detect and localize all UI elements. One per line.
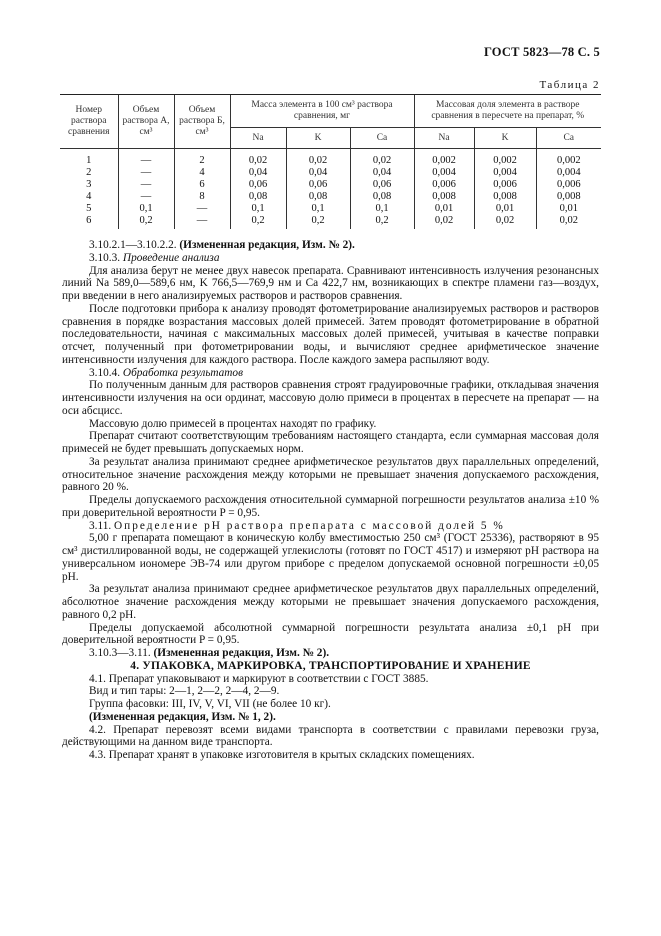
col-header-ca: Ca xyxy=(350,128,414,149)
reference-solutions-table xyxy=(60,94,601,229)
amendment-label: (Измененная редакция, Изм. № 2). xyxy=(179,239,355,251)
table-cell: 0,04 xyxy=(230,167,286,179)
subsection-title: Обработка результатов xyxy=(122,366,243,379)
table-cell: 0,01 xyxy=(414,203,474,215)
table-cell: — xyxy=(118,179,174,191)
paragraph: Пределы допускаемой абсолютной суммарной погрешности результата анализа ±0,1 pH при доверительной вероятности P = 0,95. xyxy=(62,621,599,647)
table-row xyxy=(60,191,601,203)
col-header-k: K xyxy=(474,128,536,149)
subsection-heading xyxy=(62,252,599,265)
table-cell: 0,008 xyxy=(474,191,536,203)
table-row xyxy=(60,215,601,229)
table-cell: 0,004 xyxy=(474,167,536,179)
paragraph: Группа фасовки: III, IV, V, VI, VII (не более 10 кг). xyxy=(89,698,331,710)
amendment-note xyxy=(62,239,599,252)
table-cell: 0,008 xyxy=(414,191,474,203)
col-header-na: Na xyxy=(414,128,474,149)
table-cell: 2 xyxy=(86,167,92,179)
amendment-note xyxy=(62,647,599,660)
table-cell: 6 xyxy=(174,179,230,191)
paragraph: За результат анализа принимают среднее арифметическое результатов двух параллельных определений, абсолютное значение расхождения между которыми не превышает значения допускаемого расхождения, равного 0,2 pH. xyxy=(62,583,599,621)
table-cell: 0,08 xyxy=(286,191,350,203)
section-heading: 4. УПАКОВКА, МАРКИРОВКА, ТРАНСПОРТИРОВАНИЕ И ХРАНЕНИЕ xyxy=(130,659,531,672)
table-cell: 0,2 xyxy=(230,215,286,229)
table-cell: 0,01 xyxy=(474,203,536,215)
table-cell: 0,002 xyxy=(414,149,474,168)
table-cell: 2 xyxy=(174,149,230,168)
col-header-number: Номер раствора сравнения xyxy=(60,95,118,149)
paragraph: По полученным данным для растворов сравнения строят градуировочные графики, откладывая значения интенсивности излучения на оси ординат, массовую долю примеси в процентах в пересчете на препарат — на оси абсцисс. xyxy=(62,379,599,417)
table-cell: 0,04 xyxy=(286,167,350,179)
table-row xyxy=(60,149,601,168)
col-header-k: K xyxy=(286,128,350,149)
amendment-note: (Измененная редакция, Изм. № 1, 2). xyxy=(89,710,276,723)
table-cell: 0,006 xyxy=(474,179,536,191)
col-header-na: Na xyxy=(230,128,286,149)
table-row xyxy=(60,203,601,215)
table-cell: 4 xyxy=(174,167,230,179)
table-cell: 0,2 xyxy=(286,215,350,229)
subsection-heading xyxy=(62,367,599,380)
col-header-vol-a: Объем раствора А, см³ xyxy=(118,95,174,149)
col-group-mass: Масса элемента в 100 см³ раствора сравнения, мг xyxy=(230,95,414,128)
table-cell: — xyxy=(174,203,230,215)
table-cell: 5 xyxy=(86,203,92,215)
table-cell: 0,04 xyxy=(350,167,414,179)
table-cell: 8 xyxy=(174,191,230,203)
table-cell: 0,1 xyxy=(350,203,414,215)
table-cell: 0,1 xyxy=(230,203,286,215)
table-cell: 0,02 xyxy=(230,149,286,168)
table-cell: 0,004 xyxy=(536,167,601,179)
table-cell: 3 xyxy=(86,179,92,191)
table-cell: 0,01 xyxy=(536,203,601,215)
table-cell: — xyxy=(118,149,174,168)
table-cell: 4 xyxy=(86,191,92,203)
table-cell: 0,2 xyxy=(118,215,174,229)
table-cell: 0,008 xyxy=(536,191,601,203)
clause-number: 3.11. xyxy=(89,519,112,532)
table-cell: 0,02 xyxy=(474,215,536,229)
table-cell: 1 xyxy=(86,155,92,167)
table-cell: 0,06 xyxy=(286,179,350,191)
page-header-ref: ГОСТ 5823—78 С. 5 xyxy=(483,45,600,59)
subsection-title: Определение pH раствора препарата с массовой долей 5 % xyxy=(114,519,505,532)
paragraph: Для анализа берут не менее двух навесок препарата. Сравнивают интенсивность излучения резонансных линий Na 589,0—589,6 нм, K 766,5—769,9 нм и Ca 422,7 нм, возникающих в спектре пламени газ—воздух, при введении в него анализируемых растворов и растворов сравнения. xyxy=(62,264,599,302)
table-cell: 0,02 xyxy=(536,215,601,229)
table-cell: 0,06 xyxy=(350,179,414,191)
table-cell: 0,06 xyxy=(230,179,286,191)
clause-number: 3.10.3—3.11. xyxy=(89,647,151,659)
paragraph: После подготовки прибора к анализу проводят фотометрирование анализируемых растворов и растворов сравнения в порядке возрастания массовых долей примесей. Затем проводят фотометрирование в обратной последовательности, начиная с максимальных массовых долей примесей, учитывая в качестве поправки отсчет, полученный при фотометрировании воды, и вычисляют среднее арифметическое значение интенсивности излучения для каждого раствора. После каждого замера распыляют воду. xyxy=(62,302,599,366)
table-cell: 0,1 xyxy=(286,203,350,215)
table-cell: 0,08 xyxy=(350,191,414,203)
table-cell: 6 xyxy=(86,215,92,227)
table-cell: 0,02 xyxy=(414,215,474,229)
paragraph: Препарат считают соответствующим требованиям настоящего стандарта, если суммарная массовая доля примесей не будет превышать допускаемых норм. xyxy=(62,430,599,455)
table-cell: 0,02 xyxy=(350,149,414,168)
subsection-heading xyxy=(62,520,599,533)
table-cell: 0,2 xyxy=(350,215,414,229)
col-header-vol-b: Объем раствора Б, см³ xyxy=(174,95,230,149)
amendment-label: (Измененная редакция, Изм. № 2). xyxy=(153,647,330,659)
clause-number: 3.10.4. xyxy=(89,366,121,379)
table-cell: 0,08 xyxy=(230,191,286,203)
document-body xyxy=(62,239,599,762)
table-cell: — xyxy=(118,167,174,179)
paragraph: За результат анализа принимают среднее арифметическое результатов двух параллельных определений, относительное значение расхождения между которыми не превышает значения допускаемого расхождения, равного 20 %. xyxy=(62,455,599,494)
clause-number: 3.10.3. xyxy=(89,251,121,264)
paragraph: 5,00 г препарата помещают в коническую колбу вместимостью 250 см³ (ГОСТ 25336), растворяют в 95 см³ дистиллированной воды, не содержащей углекислоты (готовят по ГОСТ 4517) и измеряют pH раствора на универсальном иономере ЭВ-74 или другом приборе с пределом допускаемой основной погрешности ±0,05 pH. xyxy=(62,532,599,583)
table-cell: 0,002 xyxy=(536,149,601,168)
col-header-ca: Ca xyxy=(536,128,601,149)
paragraph: Вид и тип тары: 2—1, 2—2, 2—4, 2—9. xyxy=(89,685,280,698)
table-row xyxy=(60,179,601,191)
table-cell: — xyxy=(174,215,230,229)
clause-number: 3.10.2.1—3.10.2.2. xyxy=(89,239,177,251)
table-row xyxy=(60,167,601,179)
subsection-title: Проведение анализа xyxy=(122,251,220,264)
table-cell: 0,006 xyxy=(536,179,601,191)
table-cell: — xyxy=(118,191,174,203)
paragraph: 4.3. Препарат хранят в упаковке изготовителя в крытых складских помещениях. xyxy=(89,749,475,761)
table-caption: Таблица 2 xyxy=(539,79,600,91)
table-cell: 0,02 xyxy=(286,149,350,168)
paragraph: 4.2. Препарат перевозят всеми видами транспорта в соответствии с правилами перевозки груза, действующими на данном виде транспорта. xyxy=(62,723,599,749)
table-cell: 0,006 xyxy=(414,179,474,191)
paragraph: 4.1. Препарат упаковывают и маркируют в соответствии с ГОСТ 3885. xyxy=(89,672,429,685)
paragraph: Пределы допускаемого расхождения относительной суммарной погрешности результатов анализа ±10 % при доверительной вероятности P = 0,95. xyxy=(62,494,599,519)
col-group-fraction: Массовая доля элемента в растворе сравнения в пересчете на препарат, % xyxy=(414,95,601,128)
paragraph: Массовую долю примесей в процентах находят по графику. xyxy=(89,417,377,430)
table-cell: 0,1 xyxy=(118,203,174,215)
table-cell: 0,002 xyxy=(474,149,536,168)
table-cell: 0,004 xyxy=(414,167,474,179)
